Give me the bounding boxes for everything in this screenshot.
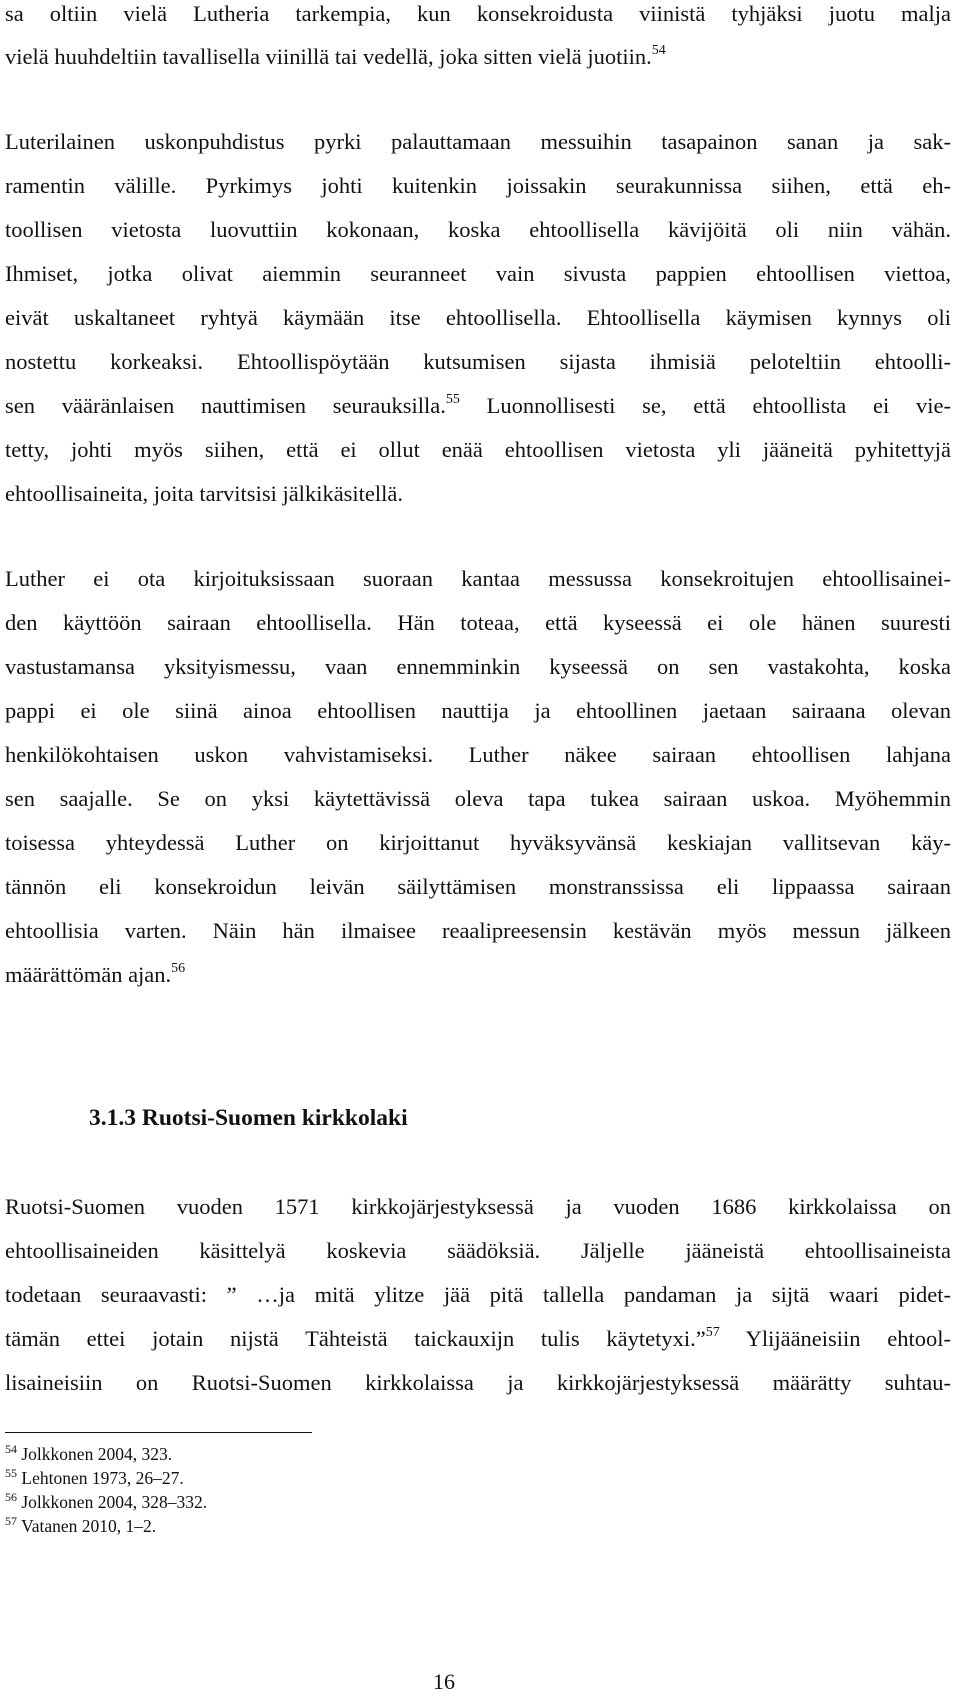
footnote-separator: [5, 1432, 312, 1433]
body-line: vastustamansa yksityismessu, vaan ennemminkin kyseessä on sen vastakohta, koska: [5, 654, 951, 679]
footnote: [5, 1467, 184, 1489]
body-text: vielä huuhdeltiin tavallisella viinillä tai vedellä, joka sitten vielä juotiin.: [5, 44, 652, 69]
body-line: toollisen vietosta luovuttiin kokonaan, koska ehtoollisella kävijöitä oli niin vähän.: [5, 217, 951, 242]
body-line: den käyttöön sairaan ehtoollisella. Hän toteaa, että kyseessä ei ole hänen suuresti: [5, 610, 951, 635]
footnote-ref: 57: [705, 1325, 720, 1340]
body-line: Luterilainen uskonpuhdistus pyrki palauttamaan messuihin tasapainon sanan ja sak-: [5, 129, 951, 154]
section-title: Ruotsi-Suomen kirkkolaki: [141, 1105, 408, 1131]
section-number: 3.1.3: [89, 1105, 136, 1131]
footnote-number: 55: [5, 1466, 17, 1480]
body-line: [5, 1325, 951, 1353]
footnote-text: Vatanen 2010, 1–2.: [21, 1516, 157, 1536]
body-line: sa oltiin vielä Lutheria tarkempia, kun konsekroidusta viinistä tyhjäksi juotu malja: [5, 1, 951, 26]
body-line: tännön eli konsekroidun leivän säilyttämisen monstranssissa eli lippaassa sairaan: [5, 874, 951, 899]
body-line: ehtoollisaineita, joita tarvitsisi jälkikäsitellä.: [5, 481, 404, 506]
body-text: määrättömän ajan.: [5, 962, 172, 987]
body-line: sen saajalle. Se on yksi käytettävissä oleva tapa tukea sairaan uskoa. Myöhemmin: [5, 786, 951, 811]
body-line: henkilökohtaisen uskon vahvistamiseksi. Luther näkee sairaan ehtoollisen lahjana: [5, 742, 951, 767]
footnote: [5, 1443, 172, 1465]
footnote-ref: 54: [651, 43, 666, 58]
body-line: ramentin välille. Pyrkimys johti kuitenkin joissakin seurakunnissa siihen, että eh-: [5, 173, 951, 198]
body-line: ehtoollisia varten. Näin hän ilmaisee reaalipreesensin kestävän myös messun jälkeen: [5, 918, 951, 943]
body-text: Luonnollisesti se, että ehtoollista ei vie-: [459, 393, 951, 418]
body-line: nostettu korkeaksi. Ehtoollispöytään kutsumisen sijasta ihmisiä peloteltiin ehtoolli-: [5, 349, 951, 374]
footnote-number: 54: [5, 1442, 17, 1456]
body-text: Ylijääneisiin ehtool-: [719, 1326, 951, 1351]
body-line: toisessa yhteydessä Luther on kirjoittanut hyväksyvänsä keskiajan vallitsevan käy-: [5, 830, 951, 855]
body-line: Ihmiset, jotka olivat aiemmin seuranneet vain sivusta pappien ehtoollisen viettoa,: [5, 261, 951, 286]
body-line: eivät uskaltaneet ryhtyä käymään itse ehtoollisella. Ehtoollisella käymisen kynnys oli: [5, 305, 951, 330]
page-number: 16: [433, 1669, 455, 1694]
body-line: ehtoollisaineiden käsittelyä koskevia säädöksiä. Jäljelle jääneistä ehtoollisaineista: [5, 1238, 951, 1263]
body-line: pappi ei ole siinä ainoa ehtoollisen nauttija ja ehtoollinen jaetaan sairaana olevan: [5, 698, 951, 723]
section-heading: [89, 1104, 408, 1132]
footnote-number: 57: [5, 1514, 17, 1528]
footnote: [5, 1491, 207, 1513]
body-line: [5, 43, 951, 71]
body-text: tämän ettei jotain nijstä Tähteistä taickauxijn tulis käytetyxi.”: [5, 1326, 706, 1351]
footnote: [5, 1515, 156, 1537]
footnote-ref: 55: [445, 392, 460, 407]
body-text: sen vääränlaisen nauttimisen seurauksilla.: [5, 393, 446, 418]
footnote-ref: 56: [171, 961, 186, 976]
footnote-text: Jolkkonen 2004, 328–332.: [21, 1492, 208, 1512]
body-line: lisaineisiin on Ruotsi-Suomen kirkkolaissa ja kirkkojärjestyksessä määrätty suhtau-: [5, 1370, 951, 1395]
body-line: Luther ei ota kirjoituksissaan suoraan kantaa messussa konsekroitujen ehtoollisainei-: [5, 566, 951, 591]
footnote-text: Lehtonen 1973, 26–27.: [21, 1468, 184, 1488]
footnote-number: 56: [5, 1490, 17, 1504]
body-line: [5, 961, 951, 989]
body-line: [5, 392, 951, 420]
body-line: tetty, johti myös siihen, että ei ollut enää ehtoollisen vietosta yli jääneitä pyhitettyjä: [5, 437, 951, 462]
body-line: todetaan seuraavasti: ” …ja mitä ylitze jää pitä tallella pandaman ja sijtä waari pidet-: [5, 1282, 951, 1307]
footnote-text: Jolkkonen 2004, 323.: [21, 1444, 173, 1464]
body-line: Ruotsi-Suomen vuoden 1571 kirkkojärjestyksessä ja vuoden 1686 kirkkolaissa on: [5, 1194, 951, 1219]
